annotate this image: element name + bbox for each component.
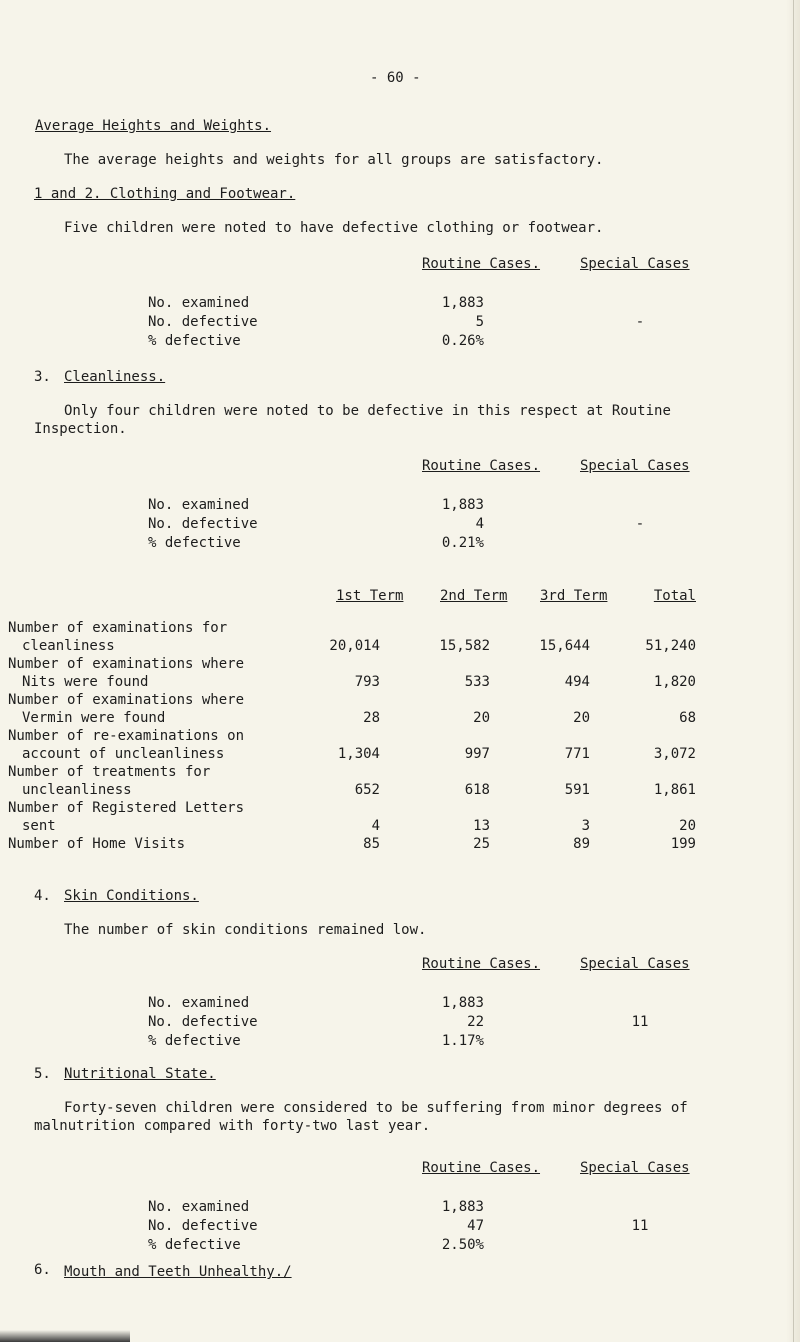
terms-row-label: Nits were found [22,674,149,690]
cleanliness-row-special: - [635,516,645,532]
terms-cell: 15,582 [439,638,490,654]
clothing-heading: 1 and 2. Clothing and Footwear. [34,186,296,202]
cleanliness-heading: Cleanliness. [64,369,166,385]
terms-row-label: account of uncleanliness [22,746,225,762]
clothing-row-label: No. examined [148,295,250,311]
clothing-row-label: No. defective [148,314,258,330]
nutrition-col-routine: Routine Cases. [422,1160,541,1176]
nutrition-text-2: malnutrition compared with forty-two last year. [34,1118,431,1134]
cleanliness-text-2: Inspection. [34,421,127,437]
cleanliness-row-routine: 4 [475,516,484,532]
skin-col-routine: Routine Cases. [422,956,541,972]
nutrition-col-special: Special Cases [580,1160,690,1176]
skin-row-label: No. examined [148,995,250,1011]
skin-text: The number of skin conditions remained low. [64,922,427,938]
terms-row-label: Number of Registered Letters [8,800,245,816]
clothing-col-routine: Routine Cases. [422,256,541,272]
terms-cell: 20 [679,818,696,834]
skin-heading: Skin Conditions. [64,888,199,904]
terms-cell: 4 [371,818,380,834]
page-number: - 60 - [370,70,421,86]
terms-cell: 20 [473,710,490,726]
terms-row-label: Number of re-examinations on [8,728,245,744]
terms-cell: 1,820 [653,674,696,690]
clothing-row-routine: 5 [475,314,484,330]
cleanliness-row-label: % defective [148,535,241,551]
terms-cell: 89 [573,836,590,852]
clothing-row-routine: 1,883 [441,295,484,311]
terms-row-label: sent [22,818,56,834]
terms-cell: 3,072 [653,746,696,762]
terms-cell: 1,861 [653,782,696,798]
skin-number: 4. [34,888,51,904]
page-edge-line [793,0,794,1342]
terms-cell: 13 [473,818,490,834]
nutrition-number: 5. [34,1066,51,1082]
cleanliness-row-label: No. defective [148,516,258,532]
terms-cell: 20 [573,710,590,726]
nutrition-row-routine: 47 [467,1218,484,1234]
terms-cell: 25 [473,836,490,852]
nutrition-text-1: Forty-seven children were considered to be suffering from minor degrees of [64,1100,688,1116]
mouth-heading: Mouth and Teeth Unhealthy./ [64,1264,292,1280]
skin-col-special: Special Cases [580,956,690,972]
terms-header-3: 3rd Term [540,588,608,604]
terms-cell: 68 [679,710,696,726]
heights-heading: Average Heights and Weights. [35,118,272,134]
cleanliness-number: 3. [34,369,51,385]
nutrition-row-special: 11 [631,1218,649,1234]
nutrition-heading: Nutritional State. [64,1066,216,1082]
skin-row-routine: 1,883 [441,995,484,1011]
terms-cell: 85 [363,836,380,852]
terms-header-2: 2nd Term [440,588,508,604]
terms-row-label: Number of examinations where [8,656,245,672]
cleanliness-row-routine: 0.21% [441,535,484,551]
cleanliness-row-label: No. examined [148,497,250,513]
cleanliness-col-special: Special Cases [580,458,690,474]
nutrition-row-routine: 2.50% [441,1237,484,1253]
terms-row-label: Number of examinations for [8,620,228,636]
terms-row-label: Number of examinations where [8,692,245,708]
clothing-row-routine: 0.26% [441,333,484,349]
terms-cell: 591 [564,782,590,798]
terms-row-label: cleanliness [22,638,115,654]
heights-text: The average heights and weights for all groups are satisfactory. [64,152,604,168]
terms-row-label: Number of treatments for [8,764,211,780]
cleanliness-text-1: Only four children were noted to be defective in this respect at Routine [64,403,671,419]
terms-cell: 618 [464,782,490,798]
terms-header-total: Total [653,588,696,604]
mouth-number: 6. [34,1262,51,1278]
clothing-col-special: Special Cases [580,256,690,272]
clothing-row-label: % defective [148,333,241,349]
terms-row-label: Number of Home Visits [8,836,186,852]
clothing-text: Five children were noted to have defective clothing or footwear. [64,220,604,236]
terms-cell: 793 [354,674,380,690]
skin-row-label: No. defective [148,1014,258,1030]
terms-cell: 20,014 [329,638,380,654]
clothing-row-special: - [635,314,645,330]
terms-cell: 28 [363,710,380,726]
nutrition-row-label: No. defective [148,1218,258,1234]
terms-row-label: Vermin were found [22,710,166,726]
terms-cell: 997 [464,746,490,762]
terms-row-label: uncleanliness [22,782,132,798]
terms-cell: 652 [354,782,380,798]
nutrition-row-routine: 1,883 [441,1199,484,1215]
cleanliness-row-routine: 1,883 [441,497,484,513]
cleanliness-col-routine: Routine Cases. [422,458,541,474]
terms-cell: 199 [670,836,696,852]
scan-corner-shadow [0,1330,130,1342]
terms-cell: 494 [564,674,590,690]
terms-cell: 51,240 [645,638,696,654]
skin-row-routine: 1.17% [441,1033,484,1049]
skin-row-label: % defective [148,1033,241,1049]
skin-row-routine: 22 [467,1014,484,1030]
terms-cell: 3 [581,818,590,834]
terms-header-1: 1st Term [336,588,404,604]
nutrition-row-label: No. examined [148,1199,250,1215]
terms-cell: 771 [564,746,590,762]
skin-row-special: 11 [631,1014,649,1030]
nutrition-row-label: % defective [148,1237,241,1253]
terms-cell: 1,304 [337,746,380,762]
terms-cell: 533 [464,674,490,690]
terms-cell: 15,644 [539,638,590,654]
